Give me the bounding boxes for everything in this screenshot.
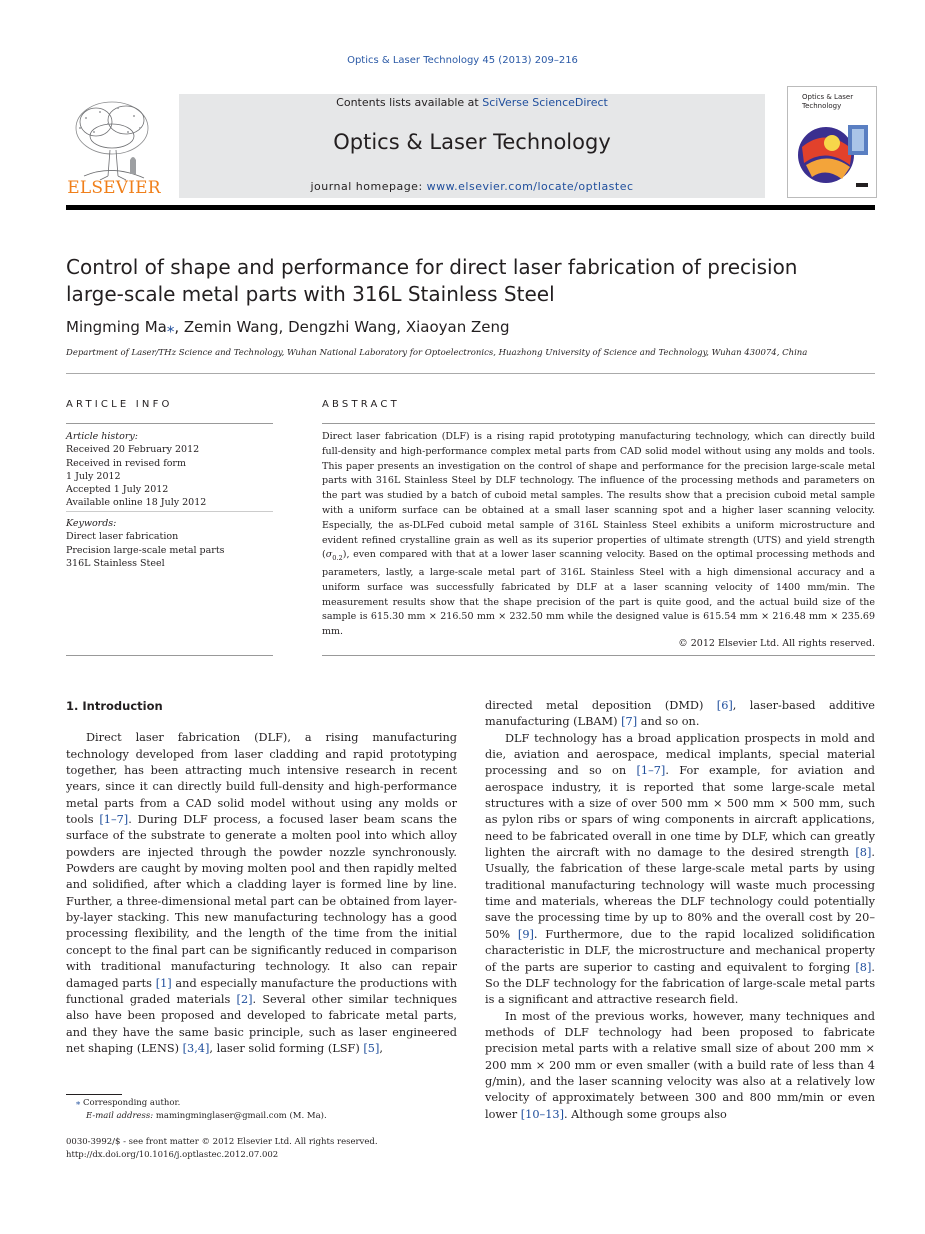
author-name[interactable]: Mingming Ma xyxy=(66,318,167,336)
corresponding-author-note: Corresponding author. xyxy=(80,1098,181,1108)
citation-link[interactable]: [3,4] xyxy=(182,1041,210,1055)
copyright: © 2012 Elsevier Ltd. All rights reserved. xyxy=(678,638,875,649)
sigma-subscript: 0.2 xyxy=(332,554,343,563)
footnote-rule xyxy=(66,1094,122,1095)
article-title xyxy=(66,254,866,308)
citation-link[interactable]: [6] xyxy=(716,699,733,712)
contents-line xyxy=(179,96,765,109)
text-run: . So the DLF technology for the fabrication of large-scale metal parts is a significant and attractive research field. xyxy=(485,960,875,1007)
contents-prefix: Contents lists available at xyxy=(336,96,483,109)
abstract-part: Direct laser fabrication (DLF) is a rising rapid prototyping manufacturing technology, which can directly build full-density and high-performance complex metal parts from CAD solid model without using any molds and tools. This paper presents an investigation on the control of shape and performance for the precision large-scale metal parts with 316L Stainless Steel by DLF technology. The influence of the processing methods and parameters on the part was studied by a batch of cuboid metal samples. The results show that a precision cuboid metal sample with a uniform surface can be obtained at a small laser scanning spot and a higher laser scanning velocity. Especially, the as-DLFed cuboid metal sample of 316L Stainless Steel exhibits a uniform microstructure and evident refined crystalline grain as well as its superior properties of ultimate strength (UTS) and yield strength ( xyxy=(322,431,875,561)
sigma-symbol: σ xyxy=(325,549,333,561)
article-info-bottom-rule xyxy=(66,655,273,656)
publisher-name: ELSEVIER xyxy=(67,178,161,198)
journal-title: Optics & Laser Technology xyxy=(333,130,611,154)
history-item: Received 20 February 2012 xyxy=(66,444,200,456)
article-info-rule xyxy=(66,423,273,424)
paragraph xyxy=(66,730,457,1057)
keywords-label: Keywords: xyxy=(66,518,117,529)
text-run: directed metal deposition (DMD) xyxy=(485,699,717,712)
journal-banner xyxy=(179,94,765,198)
citation-link[interactable]: [2] xyxy=(236,992,253,1006)
right-column xyxy=(485,698,875,1123)
text-run: . Usually, the fabrication of these large-scale metal parts by using traditional manufacturing technology will waste much processing time and materials, whereas the DLF technology could potentially save the processing time by up to 80% and the overall cost by 20–50% xyxy=(485,846,875,941)
text-run: . Furthermore, due to the rapid localized solidification characteristic in DLF, the microstructure and mechanical property of the parts are superior to casting and equivalent to forging xyxy=(485,927,875,974)
citation-link[interactable]: [1–7] xyxy=(99,813,129,827)
cover-title-line-1: Optics & Laser xyxy=(802,93,854,101)
sciencedirect-link[interactable]: SciVerse ScienceDirect xyxy=(482,96,608,109)
section-heading: 1. Introduction xyxy=(66,699,163,713)
doi-link[interactable]: http://dx.doi.org/10.1016/j.optlastec.2012.07.002 xyxy=(66,1150,279,1160)
issn-line: 0030-3992/$ - see front matter © 2012 Elsevier Ltd. All rights reserved. xyxy=(66,1137,378,1147)
text-run: . During DLF process, a focused laser beam scans the surface of the substrate to generate a molten pool into which alloy powders are injected through the powder nozzle synchronously. Powders are caught by moving molten pool and then rapidly melted and solidified, after which a cladding layer is formed line by line. Further, a three-dimensional metal part can be obtained from layer-by-layer stacking. This new manufacturing technology has a good processing flexibility, and the length of the time from the initial concept to the final part can be significantly reduced in comparison with traditional manufacturing technology. It also can repair damaged parts xyxy=(66,813,457,990)
citation-link[interactable]: [10–13] xyxy=(520,1107,564,1121)
abstract-bottom-rule xyxy=(322,655,875,656)
email-label: E-mail address: xyxy=(86,1111,154,1121)
citation-link[interactable]: [8] xyxy=(855,960,872,974)
citation-link[interactable]: [7] xyxy=(621,715,638,729)
history-item: 1 July 2012 xyxy=(66,470,121,482)
elsevier-logo[interactable] xyxy=(66,94,162,198)
citation-link[interactable]: [5] xyxy=(363,1041,380,1055)
text-run: DLF technology has a broad application prospects in mold and die, aviation and aerospace, medical implants, special material processing and so on xyxy=(485,731,875,778)
title-line-1: Control of shape and performance for direct laser fabrication of precision xyxy=(66,255,798,279)
text-run: and so on. xyxy=(637,715,700,729)
paragraph xyxy=(485,731,875,1009)
keywords-rule xyxy=(66,511,273,512)
article-history xyxy=(66,430,276,510)
homepage-prefix: journal homepage: xyxy=(310,180,427,193)
text-run: In most of the previous works, however, many techniques and methods of DLF technology had been proposed to fabricate precision metal parts with a relative small size of about 200 mm × 200 mm × 200 mm or even smaller (with a build rate of less than 4 g/min), and the laser scanning velocity was also at a relatively low velocity of approximately between 300 and 800 mm/min or even lower xyxy=(485,1009,875,1121)
abstract-rule xyxy=(322,423,875,424)
affiliation-rule xyxy=(66,373,875,374)
coauthor-names: , Zemin Wang, Dengzhi Wang, Xiaoyan Zeng xyxy=(174,318,510,336)
citation-link[interactable]: [1–7] xyxy=(636,764,666,778)
text-run: , laser solid forming (LSF) xyxy=(209,1041,364,1055)
paragraph xyxy=(485,1009,875,1123)
publication-info xyxy=(66,1136,466,1162)
citation-link[interactable]: [9] xyxy=(517,927,534,941)
abstract-heading: ABSTRACT xyxy=(322,399,400,410)
text-run: Direct laser fabrication (DLF), a rising manufacturing technology developed from laser cladding and rapid prototyping together, has been attracting much intensive research in recent years, since it can directly build full-density and high-performance metal parts from a CAD solid model without using any molds or tools xyxy=(66,731,457,827)
author-list xyxy=(66,318,866,336)
paragraph xyxy=(485,698,875,731)
cover-title xyxy=(802,93,853,111)
homepage-line xyxy=(179,180,765,193)
citation-link[interactable]: [1] xyxy=(155,976,172,990)
history-item: Received in revised form xyxy=(66,457,186,469)
text-run: . For example, for aviation and aerospace industry, it is reported that some large-scale metal structures with a size of over 500 mm × 500 mm × 500 mm, such as pylon ribs or spars of wing components in aircraft applications, need to be fabricated overall in one time by DLF, which can greatly lighten the aircraft with no damage to the desired strength xyxy=(485,764,875,860)
text-run: and especially manufacture the productions with functional graded materials xyxy=(66,976,457,1006)
footnote-mark[interactable]: ⁎ xyxy=(76,1098,81,1108)
article-info-heading: ARTICLE INFO xyxy=(66,399,173,410)
homepage-link[interactable]: www.elsevier.com/locate/optlastec xyxy=(426,180,634,193)
keyword-item: 316L Stainless Steel xyxy=(66,557,165,569)
text-run: . Although some groups also xyxy=(563,1107,727,1121)
abstract-part: ), even compared with that at a lower laser scanning velocity. Based on the optimal processing methods and parameters, lastly, a large-scale metal part of 316L Stainless Steel with a high dimensional accuracy and a uniform surface was successfully fabricated by DLF at a laser scanning velocity of 1400 mm/min. The measurement results show that the shape precision of the part is quite good, and the actual build size of the sample is 615.30 mm × 216.50 mm × 232.50 mm while the designed value is 615.54 mm × 216.48 mm × 235.69 mm. xyxy=(322,549,875,638)
affiliation: Department of Laser/THz Science and Technology, Wuhan National Laboratory for Optoelectronics, Huazhong University of Science and Technology, Wuhan 430074, China xyxy=(66,348,808,358)
email-address[interactable]: mamingminglaser@gmail.com (M. Ma). xyxy=(153,1111,327,1121)
text-run: , xyxy=(379,1041,383,1055)
keyword-item: Direct laser fabrication xyxy=(66,531,179,543)
citation-link[interactable]: [8] xyxy=(855,846,872,860)
left-column xyxy=(66,698,457,1057)
journal-cover[interactable] xyxy=(787,86,877,198)
corresponding-author-mark[interactable]: ⁎ xyxy=(166,318,175,336)
text-run: . Several other similar techniques also have been proposed and developed to fabricate metal parts, and they have the same basic principle, such as laser engineered net shaping (LENS) xyxy=(66,992,457,1055)
cover-art-icon xyxy=(792,117,872,193)
journal-reference[interactable]: Optics & Laser Technology 45 (2013) 209–216 xyxy=(347,55,578,66)
keyword-item: Precision large-scale metal parts xyxy=(66,544,225,556)
header-rule xyxy=(66,205,875,210)
cover-title-line-2: Technology xyxy=(802,102,842,110)
title-line-2: large-scale metal parts with 316L Stainless Steel xyxy=(66,282,555,306)
history-item: Accepted 1 July 2012 xyxy=(66,484,169,496)
abstract-text xyxy=(322,430,875,640)
footnotes xyxy=(76,1097,456,1123)
keywords xyxy=(66,517,276,570)
history-item: Available online 18 July 2012 xyxy=(66,497,207,509)
text-run: , laser-based additive manufacturing (LBAM) xyxy=(485,699,875,729)
history-label: Article history: xyxy=(66,431,138,442)
